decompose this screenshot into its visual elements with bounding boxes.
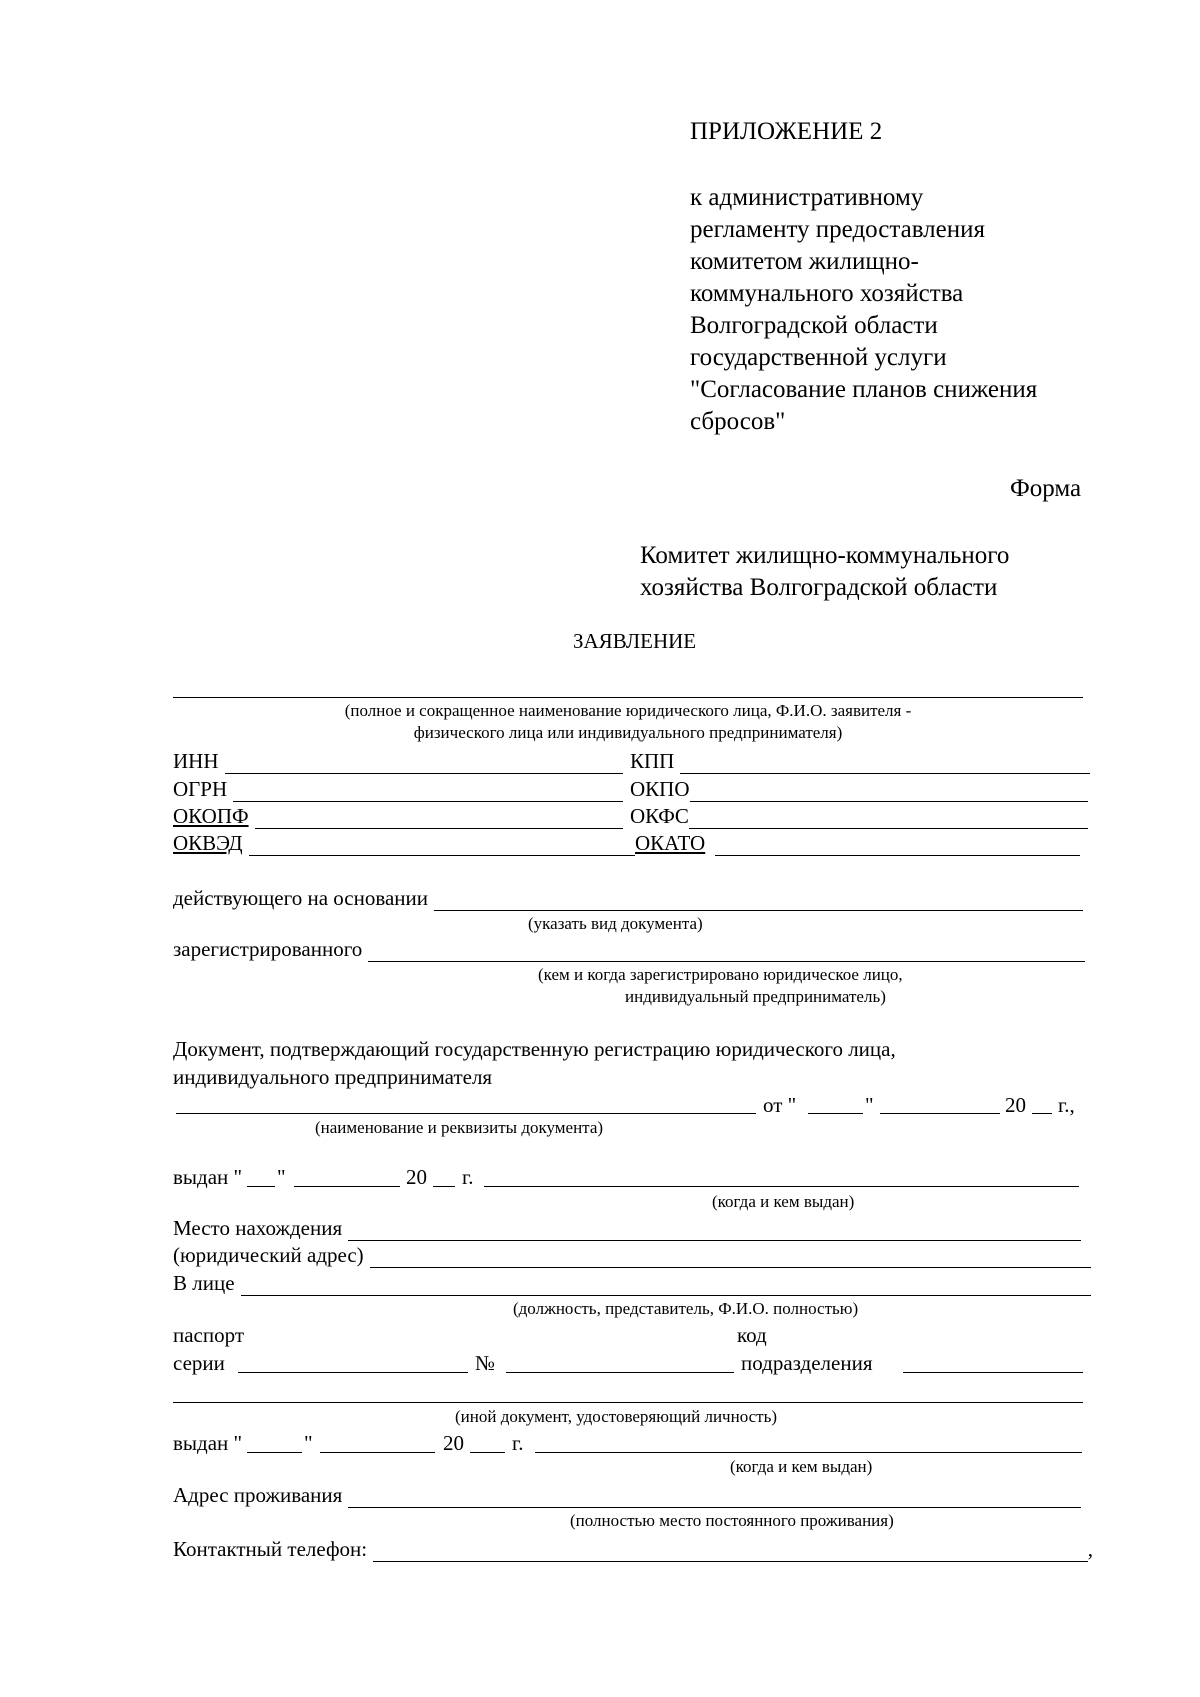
ogrn-field[interactable] [233,781,623,802]
appendix-line: к административному [690,184,924,211]
hint-residence: (полностью место постоянного проживания) [570,1511,894,1530]
appendix-line: комитетом жилищно- [690,248,919,275]
phone-label: Контактный телефон: [173,1537,368,1561]
reg-doc-month-field[interactable] [880,1113,1000,1114]
inn-label: ИНН [173,749,219,773]
number-sign: № [475,1351,496,1375]
inn-field[interactable] [225,753,624,774]
year-g: г. [512,1431,524,1455]
okpo-label: ОКПО [630,777,690,801]
appendix-line: Волгоградской области [690,312,938,339]
appendix-line: коммунального хозяйства [690,280,964,307]
appendix-line: регламенту предоставления [690,216,986,243]
hint-registered: (кем и когда зарегистрировано юридическое лицо, [538,965,903,984]
appendix-line: государственной услуги [690,344,947,371]
document-title: ЗАЯВЛЕНИЕ [573,629,697,653]
form-label: Форма [1010,475,1082,502]
basis-row [173,885,1083,911]
okfs-row [630,803,1088,829]
okopf-field[interactable] [255,808,623,829]
okved-field[interactable] [249,835,635,856]
issued-by-field-2[interactable] [535,1452,1082,1453]
other-doc-field[interactable] [173,1402,1083,1403]
hint-issued-by: (когда и кем выдан) [712,1192,855,1211]
residence-row [173,1482,1081,1508]
quote-close: " [304,1431,313,1455]
ogrn-row [173,776,623,802]
location-label: Место нахождения [173,1216,343,1240]
okato-field[interactable] [715,835,1080,856]
passport-number-field[interactable] [506,1372,734,1373]
division-label: подразделения [741,1351,873,1375]
hint-issued-by-2: (когда и кем выдан) [730,1457,873,1476]
okved-label: ОКВЭД [173,831,243,855]
kpp-field[interactable] [680,753,1090,774]
okato-label: ОКАТО [635,831,706,855]
hint-name: (полное и сокращенное наименование юридического лица, Ф.И.О. заявителя - [344,701,912,720]
okopf-label: ОКОПФ [173,804,249,828]
location-row [173,1215,1081,1241]
okato-row [635,830,1080,856]
issued-label-2: выдан " [173,1431,243,1455]
basis-label: действующего на основании [173,886,429,910]
hint-basis: (указать вид документа) [528,914,703,933]
kpp-row [630,748,1090,774]
okpo-field[interactable] [690,781,1088,802]
residence-field[interactable] [348,1487,1081,1508]
registered-row [173,936,1085,962]
okpo-row [630,776,1088,802]
year-g: г. [462,1165,474,1189]
phone-comma: , [1087,1537,1093,1561]
reg-doc-year-field[interactable] [1032,1113,1052,1114]
issued-year-field-2[interactable] [470,1452,505,1453]
applicant-name-field[interactable] [173,697,1083,698]
hint-name: физического лица или индивидуального предпринимателя) [413,723,843,742]
year-prefix: 20 [406,1165,427,1189]
series-field[interactable] [238,1372,468,1373]
issued-month-field[interactable] [294,1186,400,1187]
registered-label: зарегистрированного [173,937,363,961]
okved-row [173,830,635,856]
legal-address-label: (юридический адрес) [173,1243,364,1267]
hint-other-doc: (иной документ, удостоверяющий личность) [455,1407,778,1426]
inn-row [173,748,623,774]
code-label: код [737,1323,767,1347]
appendix-line: "Согласование планов снижения [690,376,1038,403]
issued-year-field[interactable] [433,1186,455,1187]
in-person-row [173,1270,1091,1296]
addressee-line: Комитет жилищно-коммунального [640,542,1010,569]
year-prefix: 20 [1005,1093,1026,1117]
from-label: от " [763,1093,797,1117]
quote-close: " [865,1093,874,1117]
basis-field[interactable] [434,890,1083,911]
hint-registered: индивидуальный предприниматель) [625,987,886,1006]
okfs-field[interactable] [689,808,1088,829]
quote-close: " [277,1165,286,1189]
year-prefix: 20 [443,1431,464,1455]
registered-field[interactable] [368,941,1085,962]
legal-address-field[interactable] [370,1247,1091,1268]
location-field[interactable] [348,1220,1081,1241]
hint-reg-doc: (наименование и реквизиты документа) [315,1118,604,1137]
legal-address-row [173,1242,1091,1268]
issued-by-field[interactable] [484,1186,1079,1187]
residence-label: Адрес проживания [173,1483,343,1507]
passport-label: паспорт [173,1323,245,1347]
in-person-field[interactable] [241,1275,1091,1296]
reg-doc-text: Документ, подтверждающий государственную регистрацию юридического лица, [173,1037,896,1061]
issued-label: выдан " [173,1165,243,1189]
issued-month-field-2[interactable] [320,1452,435,1453]
reg-doc-text: индивидуального предпринимателя [173,1065,493,1089]
okopf-row [173,803,623,829]
year-suffix: г., [1058,1093,1075,1117]
reg-doc-field[interactable] [176,1113,756,1114]
appendix-line: сбросов" [690,408,786,435]
series-label: серии [173,1351,225,1375]
kpp-label: КПП [630,749,675,773]
okfs-label: ОКФС [630,804,689,828]
issued-day-field-2[interactable] [247,1452,302,1453]
addressee-line: хозяйства Волгоградской области [640,574,998,601]
issued-day-field[interactable] [247,1186,275,1187]
phone-field[interactable] [373,1541,1088,1562]
reg-doc-day-field[interactable] [808,1113,863,1114]
in-person-label: В лице [173,1271,235,1295]
hint-person: (должность, представитель, Ф.И.О. полностью) [513,1299,859,1318]
appendix-title: ПРИЛОЖЕНИЕ 2 [690,118,883,145]
ogrn-label: ОГРН [173,777,228,801]
phone-row [173,1536,1093,1562]
division-code-field[interactable] [903,1372,1083,1373]
